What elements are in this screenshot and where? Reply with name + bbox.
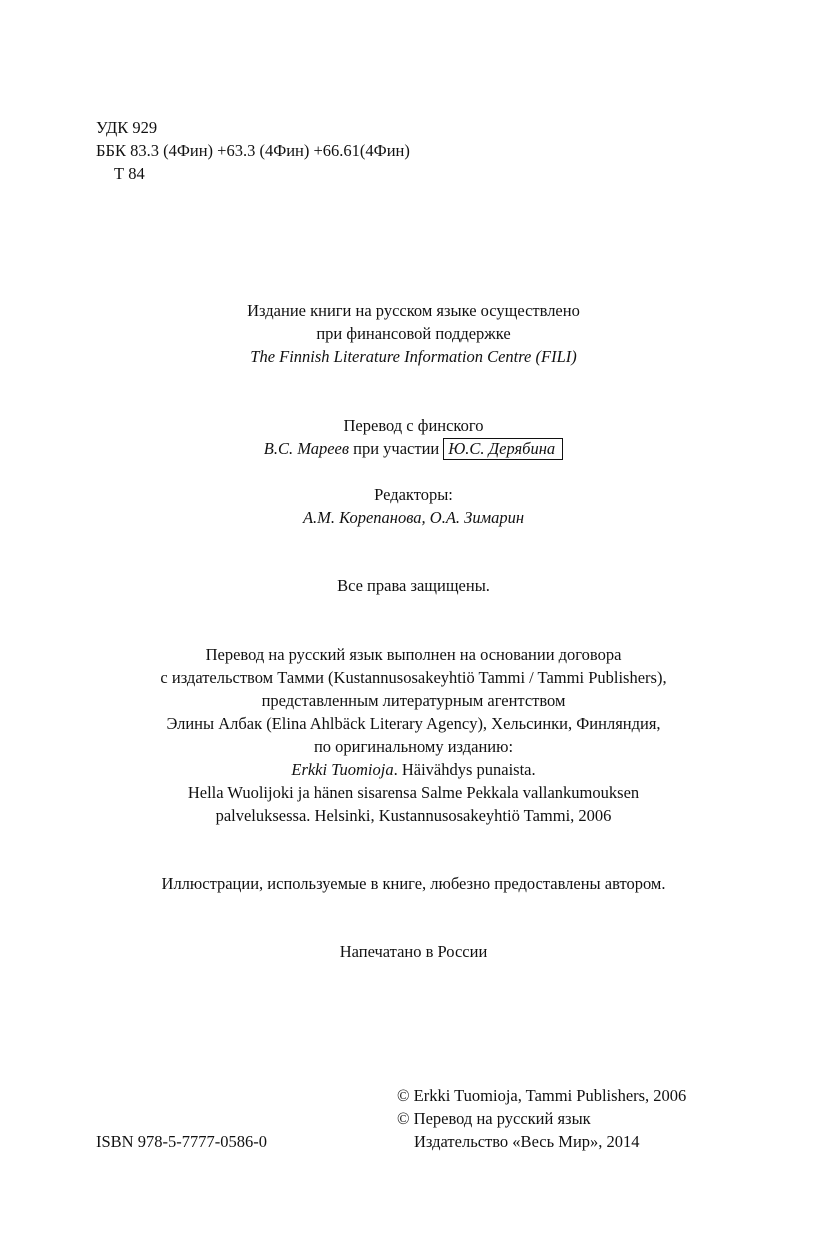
original-title-start: . Häivähdys punaista. <box>393 760 536 779</box>
illustrations-notice <box>0 872 827 895</box>
translation-heading: Перевод с финского <box>343 416 484 435</box>
classification-block <box>96 116 410 185</box>
agreement-line-8: palveluksessa. Helsinki, Kustannusosakeyhtiö Tammi, 2006 <box>215 806 612 825</box>
copyright-line-2: © Перевод на русский язык <box>397 1109 591 1128</box>
agreement-line-4: Элины Албак (Elina Ahlbäck Literary Agency), Хельсинки, Финляндия, <box>166 714 661 733</box>
agreement-line-3: представленным литературным агентством <box>261 691 566 710</box>
agreement-line-2: с издательством Тамми (Kustannusosakeyhtiö Tammi / Tammi Publishers), <box>160 668 667 687</box>
agreement-line-5: по оригинальному изданию: <box>313 737 514 756</box>
agreement-line-1: Перевод на русский язык выполнен на основании договора <box>205 645 622 664</box>
funding-line-1: Издание книги на русском языке осуществлено <box>247 301 580 320</box>
translators-line <box>0 437 827 460</box>
editors-block <box>0 483 827 529</box>
rights-text: Все права защищены. <box>337 576 490 595</box>
copyright-line-1: © Erkki Tuomioja, Tammi Publishers, 2006 <box>397 1086 687 1105</box>
bbk-code: ББК 83.3 (4Фин) +63.3 (4Фин) +66.61(4Фин) <box>96 141 410 160</box>
isbn-number: ISBN 978-5-7777-0586-0 <box>96 1132 267 1151</box>
with-participation-text: при участии <box>353 439 440 458</box>
isbn-block <box>96 1130 267 1153</box>
original-author: Erkki Tuomioja <box>291 760 394 779</box>
illustrations-text: Иллюстрации, используемые в книге, любезно предоставлены автором. <box>161 874 666 893</box>
udk-code: УДК 929 <box>96 118 158 137</box>
printed-notice <box>0 940 827 963</box>
agreement-line-7: Hella Wuolijoki ja hänen sisarensa Salme Pekkala vallankumouksen <box>187 783 640 802</box>
editors-heading: Редакторы: <box>374 485 453 504</box>
agreement-block <box>0 643 827 827</box>
editors-names: А.М. Корепанова, О.А. Зимарин <box>302 508 525 527</box>
co-translator-name: Ю.С. Дерябина <box>443 438 563 460</box>
copyright-line-3: Издательство «Весь Мир», 2014 <box>414 1132 640 1151</box>
copyright-block <box>397 1084 686 1153</box>
funding-line-2: при финансовой поддержке <box>316 324 511 343</box>
rights-notice <box>0 574 827 597</box>
translation-block <box>0 414 827 460</box>
printed-text: Напечатано в России <box>339 942 488 961</box>
translator-name: В.С. Мареев <box>263 439 350 458</box>
funding-block <box>0 299 827 368</box>
funding-org: The Finnish Literature Information Centre (FILI) <box>250 347 577 366</box>
original-edition-line <box>0 758 827 781</box>
author-mark: Т 84 <box>114 164 145 183</box>
